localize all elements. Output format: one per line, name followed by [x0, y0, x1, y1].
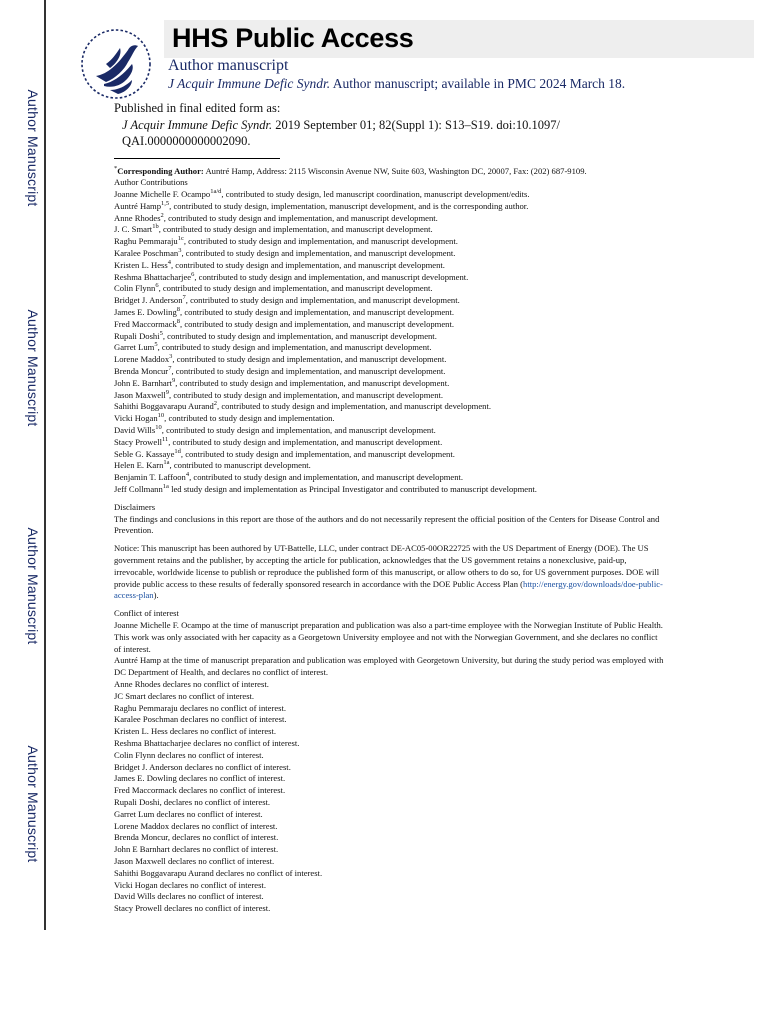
- contribution-text: , contributed to study design and implementation, and manuscript development.: [157, 342, 432, 353]
- contribution-item: [114, 413, 664, 425]
- published-heading: Published in final edited form as:: [114, 101, 281, 115]
- affiliation-sup: 9: [165, 388, 170, 396]
- contribution-item: [114, 484, 664, 496]
- author-manuscript-label: Author manuscript: [168, 57, 289, 74]
- citation: [114, 117, 664, 133]
- divider: [114, 158, 280, 159]
- author-name: Vicki Hogan: [114, 413, 158, 424]
- contribution-text: , contributed to manuscript development.: [169, 460, 311, 471]
- contribution-text: , contributed to study design and implementation, and manuscript development.: [189, 472, 464, 483]
- affiliation-sup: 1b: [152, 223, 159, 231]
- contribution-item: [114, 342, 664, 354]
- citation-doi: QAI.0000000000002090.: [122, 133, 251, 148]
- author-name: John E. Barnhart: [114, 377, 172, 388]
- conflict-heading: Conflict of interest: [114, 608, 179, 619]
- contribution-text: , contributed to study design and implementation, and manuscript development.: [180, 318, 455, 329]
- manuscript-content: [114, 100, 664, 915]
- page-title: HHS Public Access: [172, 23, 414, 53]
- author-name: J. C. Smart: [114, 224, 153, 235]
- author-name: Joanne Michelle F. Ocampo: [114, 189, 211, 200]
- affiliation-sup: 2: [213, 400, 218, 408]
- contribution-item: [114, 213, 664, 225]
- sidebar-label: Author Manuscript: [25, 309, 41, 427]
- affiliation-sup: 4: [185, 471, 190, 479]
- conflict-item: Fred Maccormack declares no conflict of interest.: [114, 785, 286, 796]
- asterisk: *: [114, 164, 118, 172]
- contribution-item: [114, 331, 664, 343]
- affiliation-sup: 1a: [163, 459, 170, 467]
- author-name: Reshma Bhattacharjee: [114, 271, 192, 282]
- contributions-list: [114, 189, 664, 496]
- affiliation-sup: 1a/d: [210, 188, 222, 196]
- contribution-text: , contributed to study design and implementation, and manuscript development.: [175, 377, 450, 388]
- affiliation-sup: 3: [169, 353, 173, 361]
- contribution-text: , contributed to study design and implementation, and manuscript development.: [163, 212, 438, 223]
- contributions-heading: Author Contributions: [114, 177, 188, 188]
- availability-text: Author manuscript; available in PMC 2024 March 18.: [330, 76, 626, 91]
- conflict-item: Joanne Michelle F. Ocampo at the time of manuscript preparation and publication was also a part-time employee with the Norwegian Institute of Public Health. This work was only associated with her capacity as a Georgetown University employee and not with the Norwegian Government, and she declares no conflict of interest.: [114, 619, 663, 654]
- contribution-text: , contributed to study design and implementation, and manuscript development.: [185, 295, 460, 306]
- corresponding-label: Corresponding Author:: [117, 165, 204, 176]
- conflict-item: James E. Dowling declares no conflict of interest.: [114, 773, 286, 784]
- contribution-item: [114, 401, 664, 413]
- contribution-text: , contributed to study design and implementation, and manuscript development.: [161, 425, 436, 436]
- contribution-item: [114, 224, 664, 236]
- conflict-item: Rupali Doshi, declares no conflict of interest.: [114, 796, 271, 807]
- author-name: Brenda Moncur: [114, 366, 169, 377]
- affiliation-sup: 8: [176, 306, 181, 314]
- sidebar-label: Author Manuscript: [25, 745, 41, 863]
- conflict-item: Colin Flynn declares no conflict of interest.: [114, 749, 264, 760]
- conflict-item: Raghu Pemmaraju declares no conflict of interest.: [114, 702, 287, 713]
- contribution-text: , contributed to study design and implementation, and manuscript development.: [172, 354, 447, 365]
- contribution-text: , contributed to study design and implementation, and manuscript development.: [168, 436, 443, 447]
- contribution-item: [114, 283, 664, 295]
- contribution-text: , contributed to study design and implementation, and manuscript development.: [162, 330, 437, 341]
- contribution-item: [114, 260, 664, 272]
- affiliation-sup: 4: [167, 259, 171, 267]
- author-name: Fred Maccormack: [114, 318, 177, 329]
- journal-name: J Acquir Immune Defic Syndr.: [168, 76, 331, 91]
- author-name: Seble G. Kassaye: [114, 448, 175, 459]
- author-name: Raghu Pemmaraju: [114, 236, 178, 247]
- contribution-text: , contributed to study design and implementation, and manuscript development.: [170, 259, 445, 270]
- corresponding-author: [114, 166, 664, 178]
- affiliation-sup: 6: [191, 270, 195, 278]
- author-name: Rupali Doshi: [114, 330, 160, 341]
- conflict-item: Auntré Hamp at the time of manuscript preparation and publication was employed with Georgetown University, but during the study period was employed with DC Department of Health, and declares no conflict of interest.: [114, 655, 664, 678]
- affiliation-sup: 8: [176, 318, 181, 325]
- notice-end: ).: [153, 590, 159, 601]
- hhs-eagle-logo: [76, 24, 156, 104]
- contribution-item: [114, 295, 664, 307]
- affiliation-sup: 1d: [174, 447, 181, 455]
- contribution-item: [114, 390, 664, 402]
- sidebar-label: Author Manuscript: [25, 527, 41, 645]
- affiliation-sup: 5: [154, 341, 158, 349]
- conflict-item: JC Smart declares no conflict of interest.: [114, 690, 255, 701]
- author-name: Benjamin T. Laffoon: [114, 472, 186, 483]
- contribution-text: , contributed to study design and implementation, and manuscript development.: [180, 448, 455, 459]
- contribution-item: [114, 272, 664, 284]
- conflict-item: Bridget J. Anderson declares no conflict of interest.: [114, 761, 291, 772]
- affiliation-sup: 1,5: [161, 200, 170, 208]
- contribution-text: , contributed to study design and implementation, and manuscript development.: [180, 307, 455, 318]
- conflict-item: Lorene Maddox declares no conflict of interest.: [114, 820, 278, 831]
- affiliation-sup: 3: [178, 247, 182, 255]
- author-name: Colin Flynn: [114, 283, 156, 294]
- author-name: Auntré Hamp: [114, 200, 162, 211]
- journal-availability: [168, 76, 625, 92]
- author-name: Jason Maxwell: [114, 389, 166, 400]
- contribution-item: [114, 307, 664, 319]
- affiliation-sup: 1a: [162, 483, 169, 491]
- contribution-text: , contributed to study design and implementation, and manuscript development.: [217, 401, 492, 412]
- affiliation-sup: 7: [182, 294, 186, 302]
- citation-details: 2019 September 01; 82(Suppl 1): S13–S19. doi:10.1097/: [272, 117, 560, 132]
- affiliation-sup: 10: [157, 412, 165, 420]
- contribution-item: [114, 354, 664, 366]
- conflict-item: Reshma Bhattacharjee declares no conflict of interest.: [114, 737, 300, 748]
- contribution-text: , contributed to study design and implementation, and manuscript development.: [171, 366, 446, 377]
- citation-journal: J Acquir Immune Defic Syndr.: [122, 117, 273, 132]
- contribution-item: [114, 248, 664, 260]
- corresponding-text: Auntré Hamp, Address: 2115 Wisconsin Avenue NW, Suite 603, Washington DC, 20007, Fax: (202) 687-9109.: [203, 165, 587, 176]
- affiliation-sup: 1c: [177, 235, 184, 243]
- conflict-item: Stacy Prowell declares no conflict of interest.: [114, 903, 271, 914]
- affiliation-sup: 5: [159, 329, 163, 337]
- contribution-text: , contributed to study design and implementation, and manuscript development.: [158, 283, 433, 294]
- disclaimers-text: The findings and conclusions in this report are those of the authors and do not necessarily represent the official position of the Centers for Disease Control and Prevention.: [114, 513, 660, 536]
- author-name: James E. Dowling: [114, 307, 177, 318]
- disclaimers-heading: Disclaimers: [114, 501, 156, 512]
- author-name: David Wills: [114, 425, 156, 436]
- affiliation-sup: 7: [168, 365, 172, 373]
- doe-access-plan-link[interactable]: http://energy.gov/downloads/doe-public-access-plan: [114, 578, 663, 601]
- contribution-text: , contributed to study design and implementation, and manuscript development.: [158, 224, 433, 235]
- contribution-item: [114, 449, 664, 461]
- contribution-item: [114, 472, 664, 484]
- contribution-item: [114, 366, 664, 378]
- conflict-item: Jason Maxwell declares no conflict of interest.: [114, 855, 275, 866]
- conflict-item: Karalee Poschman declares no conflict of interest.: [114, 714, 287, 725]
- sidebar-rule: [44, 0, 46, 930]
- left-sidebar: [0, 0, 50, 930]
- affiliation-sup: 9: [172, 376, 176, 384]
- contribution-item: [114, 378, 664, 390]
- contribution-item: [114, 460, 664, 472]
- author-name: Bridget J. Anderson: [114, 295, 183, 306]
- author-name: Lorene Maddox: [114, 354, 170, 365]
- conflict-item: Anne Rhodes declares no conflict of interest.: [114, 678, 269, 689]
- contribution-item: [114, 201, 664, 213]
- conflict-item: Garret Lum declares no conflict of interest.: [114, 808, 263, 819]
- contribution-item: [114, 236, 664, 248]
- sidebar-label: Author Manuscript: [25, 89, 41, 207]
- conflict-item: Sahithi Boggavarapu Aurand declares no conflict of interest.: [114, 867, 323, 878]
- contribution-item: [114, 189, 664, 201]
- contribution-text: , contributed to study design and implementation, and manuscript development.: [169, 389, 444, 400]
- affiliation-sup: 11: [161, 435, 169, 443]
- conflict-item: Vicki Hogan declares no conflict of interest.: [114, 879, 266, 890]
- title-banner: [164, 20, 754, 58]
- contribution-text: led study design and implementation as Principal Investigator and contributed to manuscript development.: [168, 484, 537, 495]
- author-name: Anne Rhodes: [114, 212, 161, 223]
- affiliation-sup: 10: [155, 424, 162, 432]
- conflict-item: Brenda Moncur, declares no conflict of interest.: [114, 832, 279, 843]
- contribution-item: [114, 425, 664, 437]
- conflict-item: David Wills declares no conflict of interest.: [114, 891, 264, 902]
- contribution-text: , contributed to study design and implementation, and manuscript development.: [181, 248, 456, 259]
- author-name: Stacy Prowell: [114, 436, 162, 447]
- contribution-item: [114, 437, 664, 449]
- author-name: Kristen L. Hess: [114, 259, 168, 270]
- affiliation-sup: 2: [160, 211, 164, 219]
- author-name: Jeff Collmann: [114, 484, 163, 495]
- author-name: Garret Lum: [114, 342, 155, 353]
- notice-text: [114, 543, 664, 602]
- contribution-text: , contributed to study design and implementation, and manuscript development.: [194, 271, 469, 282]
- conflict-item: John E Barnhart declares no conflict of interest.: [114, 844, 279, 855]
- contribution-text: , contributed to study design and implementation.: [164, 413, 335, 424]
- conflict-item: Kristen L. Hess declares no conflict of interest.: [114, 726, 277, 737]
- contribution-text: , contributed to study design and implementation, and manuscript development.: [183, 236, 458, 247]
- affiliation-sup: 6: [155, 282, 159, 290]
- author-name: Karalee Poschman: [114, 248, 179, 259]
- contribution-text: , contributed to study design, implementation, manuscript development, and is the corresponding author.: [169, 200, 529, 211]
- contribution-item: [114, 319, 664, 331]
- header: [76, 20, 676, 104]
- notice-body: Notice: This manuscript has been authored by UT-Battelle, LLC, under contract DE-AC05-00OR22725 with the US Department of Energy (DOE). The US government retains and the publisher, by accepting the article for publication, acknowledges that the US government retains a nonexclusive, paid-up, irrevocable, worldwide license to publish or reproduce the published form of this manuscript, or allow others to do so, for US government purposes. DOE will provide public access to these results of federally sponsored research in accordance with the DOE Public Access Plan (: [114, 543, 660, 589]
- author-name: Helen E. Karn: [114, 460, 164, 471]
- author-name: Sahithi Boggavarapu Aurand: [114, 401, 214, 412]
- conflict-list: [114, 620, 664, 915]
- contribution-text: , contributed to study design, led manuscript coordination, manuscript development/edits.: [221, 189, 530, 200]
